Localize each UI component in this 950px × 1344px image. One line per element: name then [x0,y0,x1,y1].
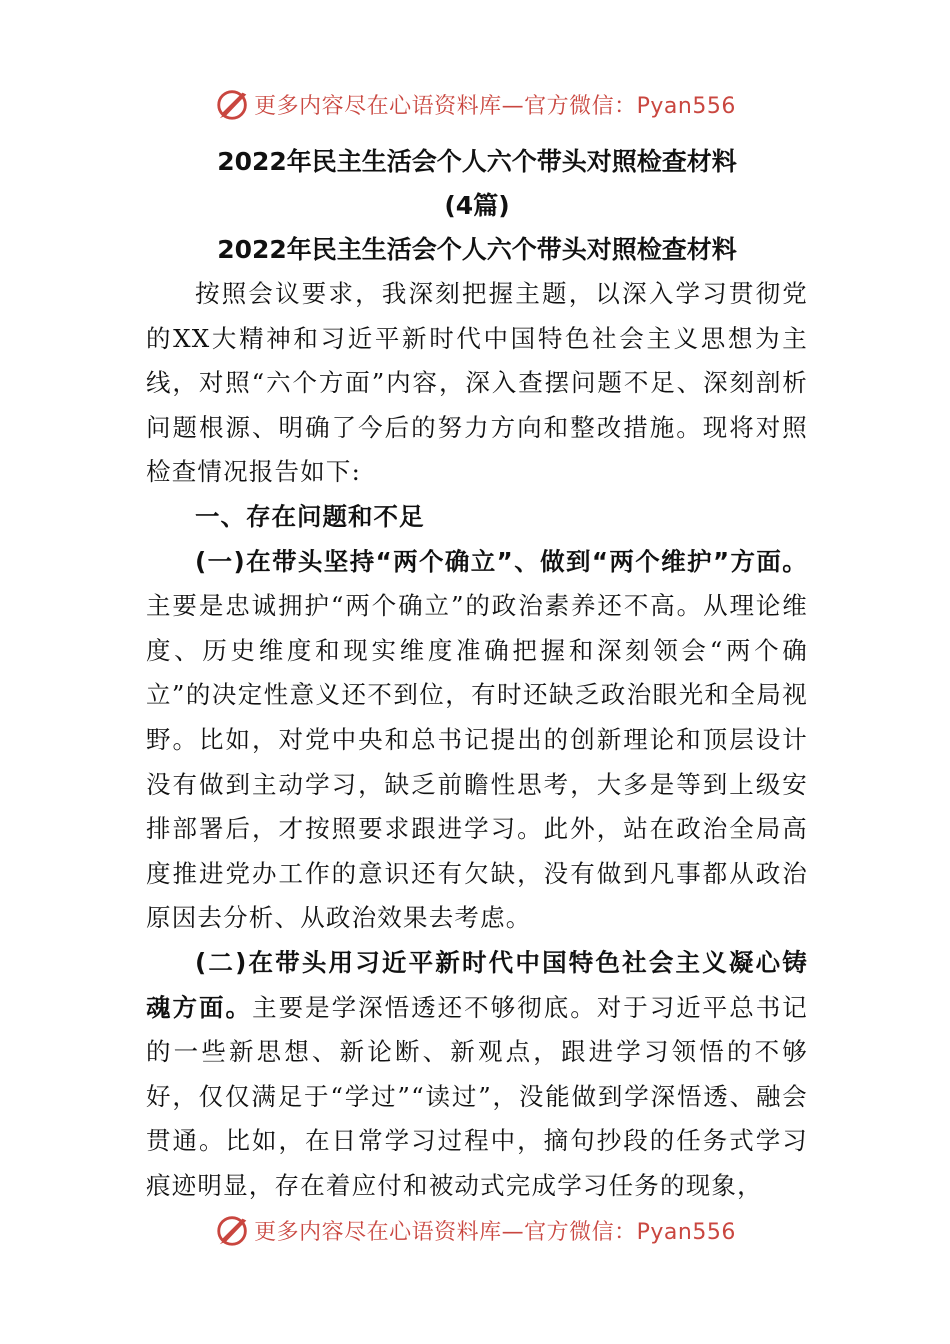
document-title-count: (4篇) [444,191,510,220]
document-title: 2022年民主生活会个人六个带头对照检查材料 [217,147,737,176]
item-paragraph-2 [146,941,808,1209]
item-text-2: 主要是学深悟透还不够彻底。对于习近平总书记的一些新思想、新论断、新观点，跟进学习领悟的不够好，仅仅满足于“学过”“读过”，没能做到学深悟透、融会贯通。比如，在日常学习过程中，摘句抄段的任务式学习痕迹明显，存在着应付和被动式完成学习任务的现象， [146,992,808,1200]
pen-brush-logo-icon [214,85,252,123]
document-subtitle: 2022年民主生活会个人六个带头对照检查材料 [217,235,737,264]
watermark-banner-bottom [0,1208,950,1252]
section-heading: 一、存在问题和不足 [195,501,425,531]
item-text-1: 主要是忠诚拥护“两个确立”的政治素养还不高。从理论维度、历史维度和现实维度准确把握和深刻领会“两个确立”的决定性意义还不到位，有时还缺乏政治眼光和全局视野。比如，对党中央和总书记提出的创新理论和顶层设计没有做到主动学习，缺乏前瞻性思考，大多是等到上级安排部署后，才按照要求跟进学习。此外，站在政治全局高度推进党办工作的意识还有欠缺，没有做到凡事都从政治原因去分析、从政治效果去考虑。 [146,591,808,933]
item-paragraph-1 [146,540,808,941]
watermark-text: 更多内容尽在心语资料库—官方微信：Pyan556 [254,1219,736,1245]
watermark-text: 更多内容尽在心语资料库—官方微信：Pyan556 [254,93,736,119]
intro-paragraph: 按照会议要求，我深刻把握主题，以深入学习贯彻党的XX大精神和习近平新时代中国特色社会主义思想为主线，对照“六个方面”内容，深入查摆问题不足、深刻剖析问题根源、明确了今后的努力方向和整改措施。现将对照检查情况报告如下: [146,279,808,487]
watermark-banner-top [0,82,950,126]
pen-brush-logo-icon [214,1211,252,1249]
item-heading-1: (一)在带头坚持“两个确立”、做到“两个维护”方面。 [195,546,808,576]
document-body [146,140,808,1208]
item-heading-2: (二)在带头用习近平新时代中国特色社会主义凝心铸魂方面。 [146,947,808,1022]
